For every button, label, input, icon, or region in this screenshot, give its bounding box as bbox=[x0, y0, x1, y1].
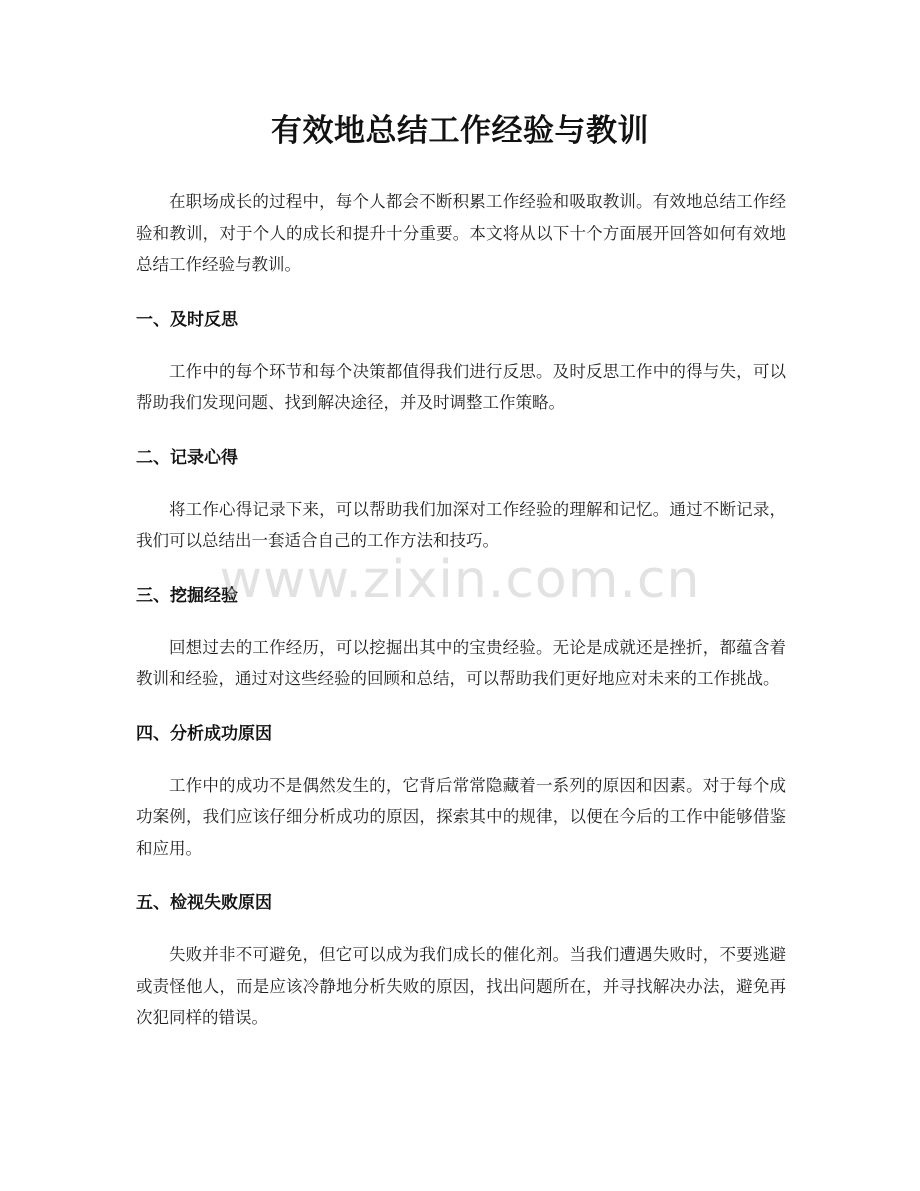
document-title: 有效地总结工作经验与教训 bbox=[271, 113, 649, 149]
section-heading-3: 三、挖掘经验 bbox=[136, 585, 238, 606]
section-heading-1: 一、及时反思 bbox=[136, 309, 238, 330]
section-body-1: 工作中的每个环节和每个决策都值得我们进行反思。及时反思工作中的得与失，可以帮助我们发现问题、找到解决途径，并及时调整工作策略。 bbox=[136, 361, 786, 412]
section-body-3: 回想过去的工作经历，可以挖掘出其中的宝贵经验。无论是成就还是挫折，都蕴含着教训和经验，通过对这些经验的回顾和总结，可以帮助我们更好地应对未来的工作挑战。 bbox=[136, 637, 786, 688]
section-heading-4: 四、分析成功原因 bbox=[136, 723, 272, 744]
intro-paragraph: 在职场成长的过程中，每个人都会不断积累工作经验和吸取教训。有效地总结工作经验和教训，对于个人的成长和提升十分重要。本文将从以下十个方面展开回答如何有效地总结工作经验与教训。 bbox=[136, 192, 786, 274]
section-body-2: 将工作心得记录下来，可以帮助我们加深对工作经验的理解和记忆。通过不断记录，我们可以总结出一套适合自己的工作方法和技巧。 bbox=[136, 499, 786, 550]
section-body-4: 工作中的成功不是偶然发生的，它背后常常隐藏着一系列的原因和因素。对于每个成功案例，我们应该仔细分析成功的原因，探索其中的规律，以便在今后的工作中能够借鉴和应用。 bbox=[136, 775, 786, 858]
document-body bbox=[136, 186, 786, 1034]
section-heading-2: 二、记录心得 bbox=[136, 447, 238, 468]
section-body-5: 失败并非不可避免，但它可以成为我们成长的催化剂。当我们遭遇失败时，不要逃避或责怪他人，而是应该冷静地分析失败的原因，找出问题所在，并寻找解决办法，避免再次犯同样的错误。 bbox=[136, 945, 786, 1027]
section-heading-5: 五、检视失败原因 bbox=[136, 893, 272, 913]
watermark-text: www.zixin.com.cn bbox=[219, 550, 701, 610]
